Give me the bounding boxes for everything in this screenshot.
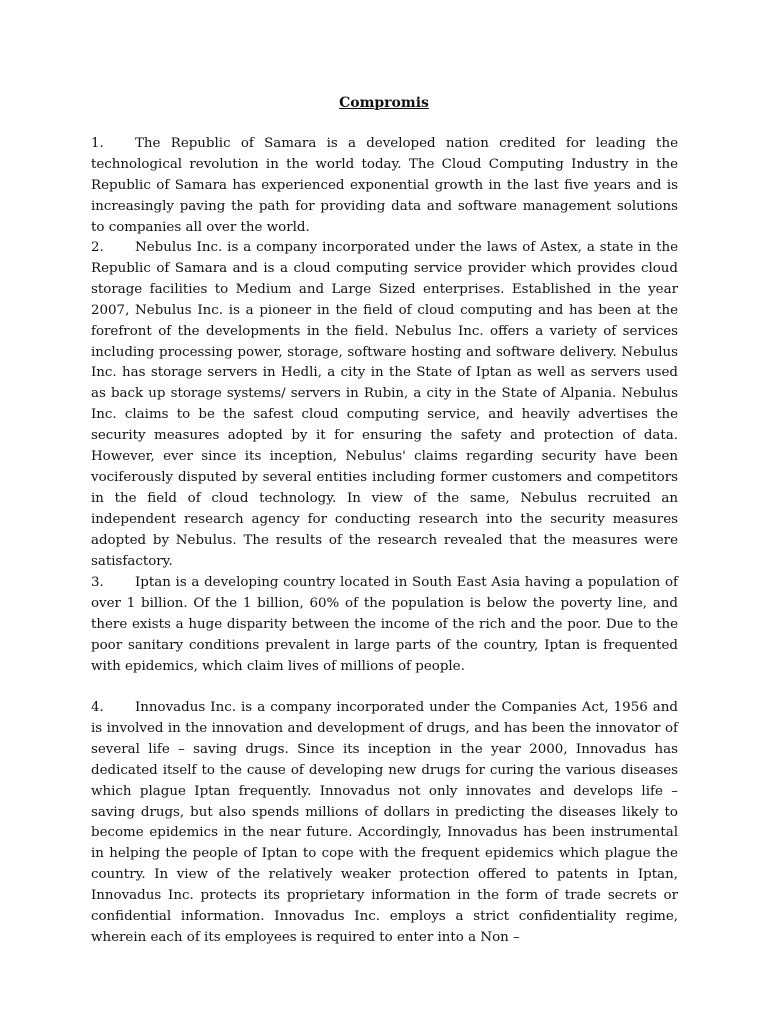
paragraph-text: Nebulus Inc. is a company incorporated under the laws of Astex, a state in the Republic of Samara and is a cloud computing service provider which provides cloud storage facilities to Medium and Large Sized enterprises. Established in the year 2007, Nebulus Inc. is a pioneer in the field of cloud computing and has been at the forefront of the developments in the field. Nebulus Inc. offers a variety of services including processing power, storage, software hosting and software delivery. Nebulus Inc. has storage servers in Hedli, a city in the State of Iptan as well as servers used as back up storage systems/ servers in Rubin, a city in the State of Alpania. Nebulus Inc. claims to be the safest cloud computing service, and heavily advertises the security measures adopted by it for ensuring the safety and protection of data. However, ever since its inception, Nebulus' claims regarding security have been vociferously disputed by several entities including former customers and competitors in the field of cloud technology. In view of the same, Nebulus recruited an independent research agency for conducting research into the security measures adopted by Nebulus. The results of the research revealed that the measures were satisfactory. (91, 240, 678, 569)
paragraph-text: Iptan is a developing country located in South East Asia having a population of over 1 billion. Of the 1 billion, 60% of the population is below the poverty line, and there exists a huge disparity between the income of the rich and the poor. Due to the poor sanitary conditions prevalent in large parts of the country, Iptan is frequented with epidemics, which claim lives of millions of people. (91, 575, 678, 674)
paragraph-4 (91, 698, 678, 949)
paragraph-2 (91, 238, 678, 573)
paragraph-text: The Republic of Samara is a developed nation credited for leading the technological revolution in the world today. The Cloud Computing Industry in the Republic of Samara has experienced exponential growth in the last five years and is increasingly paving the path for providing data and software management solutions to companies all over the world. (91, 136, 678, 235)
paragraph-number: 1. (91, 136, 104, 151)
paragraph-3 (91, 573, 678, 678)
paragraph-text: Innovadus Inc. is a company incorporated under the Companies Act, 1956 and is involved in the innovation and development of drugs, and has been the innovator of several life – saving drugs. Since its inception in the year 2000, Innovadus has dedicated itself to the cause of developing new drugs for curing the various diseases which plague Iptan frequently. Innovadus not only innovates and develops life – saving drugs, but also spends millions of dollars in predicting the diseases likely to become epidemics in the near future. Accordingly, Innovadus has been instrumental in helping the people of Iptan to cope with the frequent epidemics which plague the country. In view of the relatively weaker protection offered to patents in Iptan, Innovadus Inc. protects its proprietary information in the form of trade secrets or confidential information. Innovadus Inc. employs a strict confidentiality regime, wherein each of its employees is required to enter into a Non – (91, 700, 678, 945)
paragraph-number: 3. (91, 575, 104, 590)
paragraph-number: 2. (91, 240, 104, 255)
document-title: Compromis (339, 95, 429, 111)
paragraph-1 (91, 134, 678, 239)
paragraph-number: 4. (91, 700, 104, 715)
